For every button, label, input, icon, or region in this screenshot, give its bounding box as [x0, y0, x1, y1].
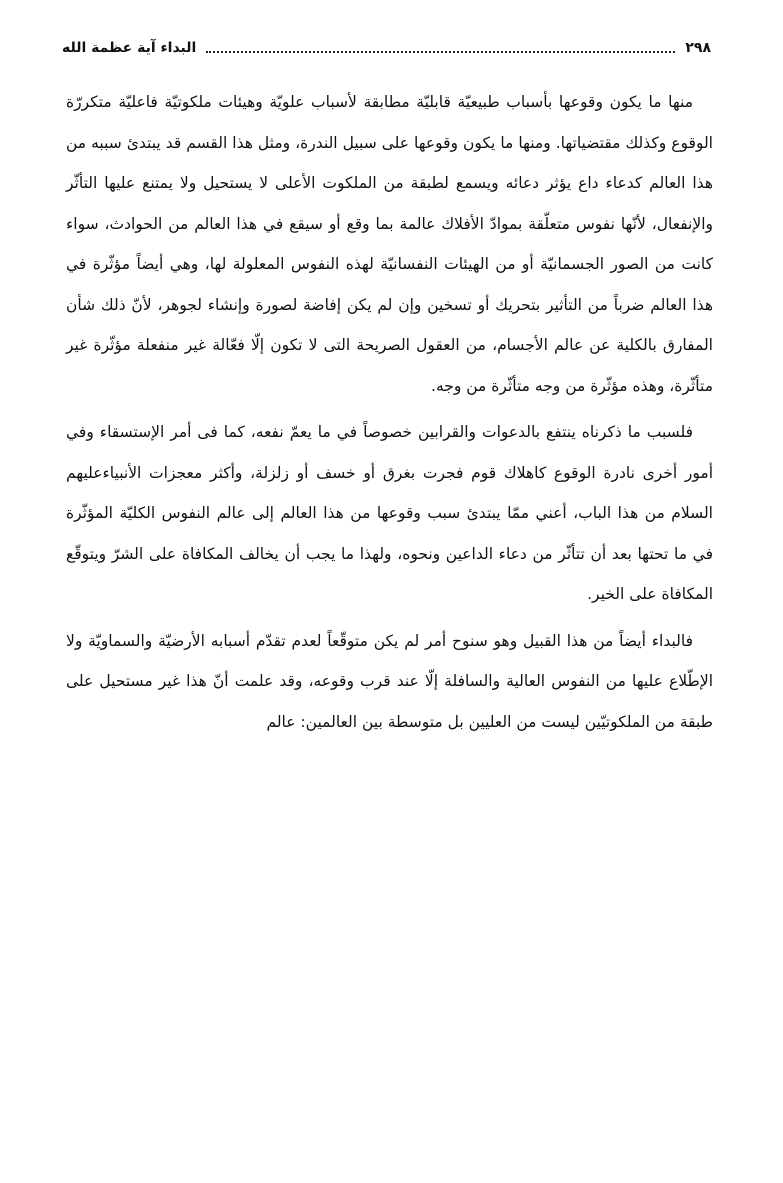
- paragraph-1: منها ما يكون وقوعها بأسباب طبيعيّة قابليّة مطابقة لأسباب علويّة وهيئات ملكوتيّة فاعليّة متكررّة الوقوع وكذلك مقتضياتها. ومنها ما يكون وقوعها على سبيل الندرة، ومثل هذا القسم قد يبتدئ سببه من هذا العالم كدعاء داع يؤثر دعائه ويسمع لطبقة من الملكوت الأعلى لا يستحيل ولا يمتنع عليها التأثّر والإنفعال، لأنّها نفوس متعلّقة بموادّ الأفلاك عالمة بما وقع أو سيقع في هذا العالم من الحوادث، سواء كانت من الصور الجسمانيّة أو من الهيئات النفسانيّة لهذه النفوس المعلولة لها، وهي أيضاً مؤثّرة في هذا العالم ضرباً من التأثير بتحريك أو تسخين وإن لم يكن إفاضة لصورة وإنشاء لجوهر، لأنّ ذلك شأن المفارق بالكلية عن عالم الأجسام، من العقول الصريحة التى لا تكون إلّا فعّالة غير منفعلة مؤثّرة غير متأثّرة، وهذه مؤثّرة من وجه متأثّرة من وجه.: [66, 93, 713, 395]
- body-text: [66, 82, 713, 742]
- page-number: ٢٩٨: [685, 40, 711, 56]
- running-title: البداء آية عظمة الله: [62, 40, 197, 56]
- dotted-leader: [206, 51, 675, 53]
- paragraph-2: فلسبب ما ذكرناه ينتفع بالدعوات والقرابين خصوصاً في ما يعمّ نفعه، كما فى أمر الإستسقاء وفي أمور أخرى نادرة الوقوع كاهلاك قوم فجرت بغرق أو خسف أو زلزلة، وأكثر معجزات الأنبياءعليهم السلام من هذا الباب، أعني ممّا يبتدئ سبب وقوعها من هذا العالم إلى عالم النفوس الكليّة المؤثّرة في ما تحتها بعد أن تتأثّر من دعاء الداعين ونحوه، ولهذا ما يجب أن يخالف المكافاة على الشرّ ويتوقّع المكافاة على الخير.: [66, 423, 713, 603]
- paragraph-3: فالبداء أيضاً من هذا القبيل وهو سنوح أمر لم يكن متوقّعاً لعدم تقدّم أسبابه الأرضيّة والسماويّة ولا الإطّلاع عليها من النفوس العالية والسافلة إلّا عند قرب وقوعه، وقد علمت أنّ هذا غير مستحيل على طبقة من الملكوتيّين ليست من العليين بل متوسطة بين العالمين: عالم: [66, 631, 713, 731]
- running-header: [62, 36, 711, 60]
